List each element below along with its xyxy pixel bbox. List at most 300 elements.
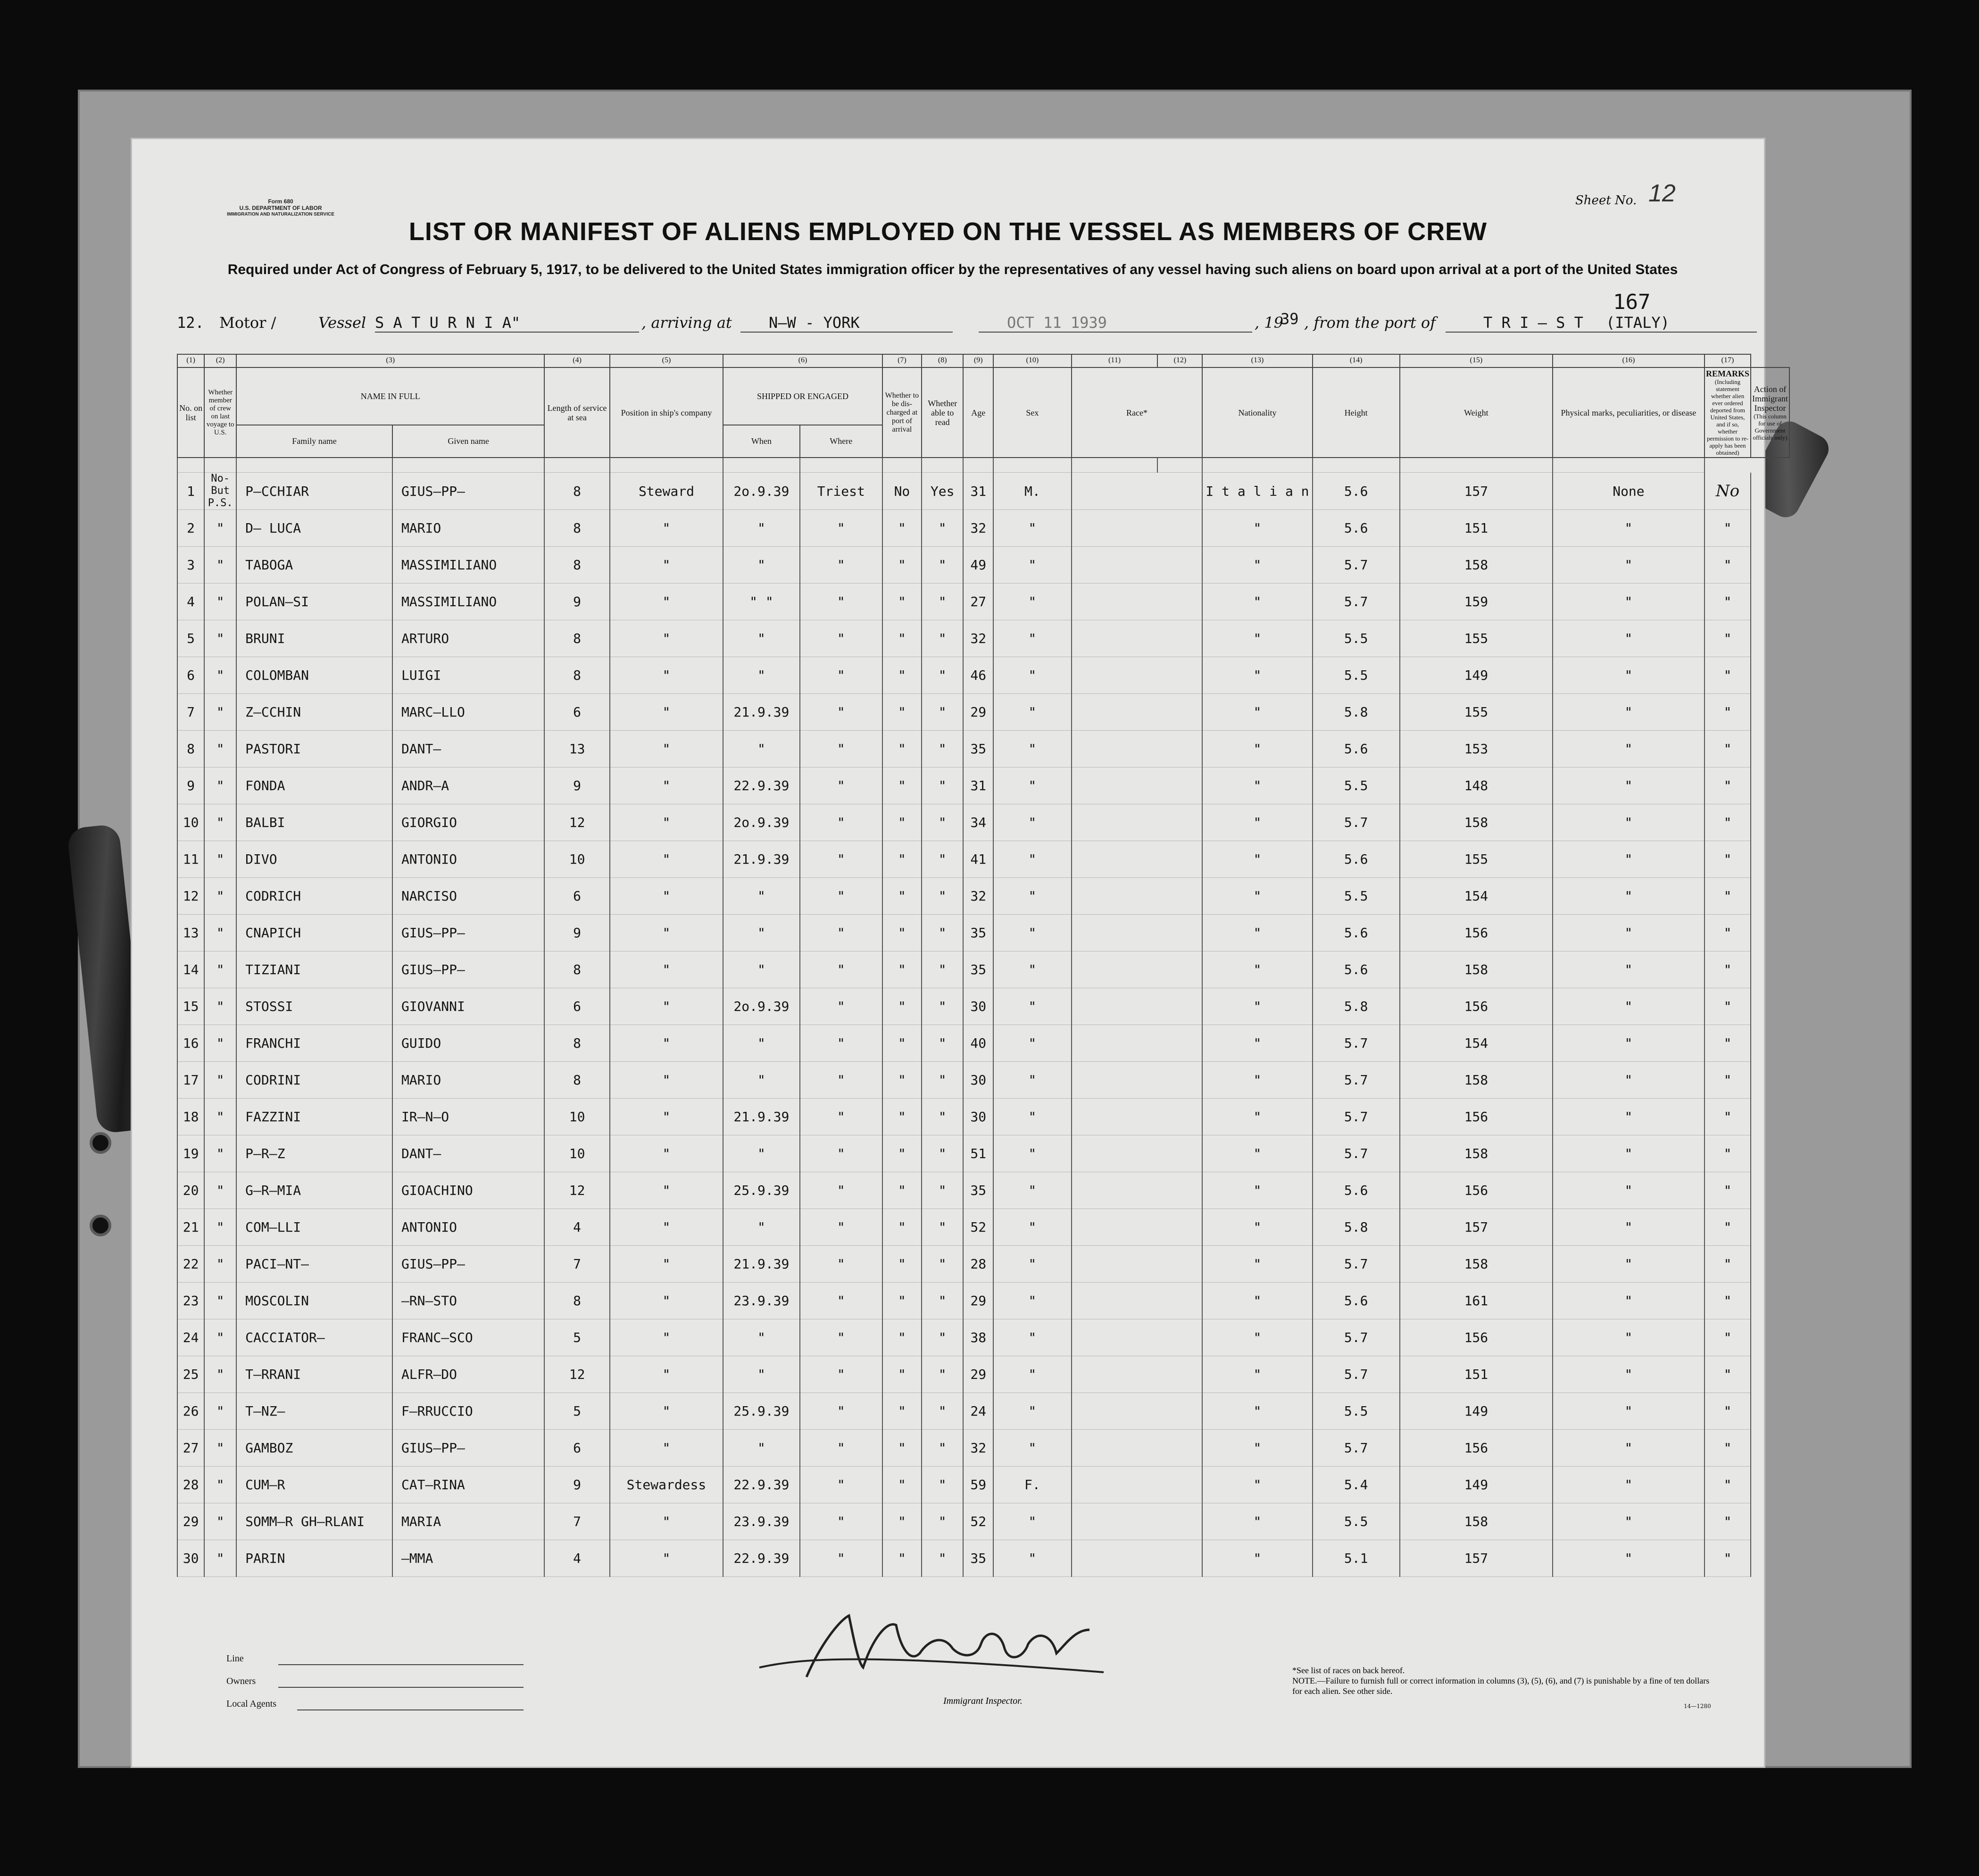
cell-member: " [204,1503,236,1540]
cell-discharged: " [882,657,922,694]
header-height: Height [1313,367,1400,458]
cell-age: 32 [963,620,993,657]
cell-when: " [723,657,800,694]
cell-age: 32 [963,510,993,547]
cell-discharged: " [882,694,922,731]
cell-physical: " [1553,767,1705,804]
cell-race [1072,878,1203,915]
cell-read: " [922,1540,963,1577]
cell-where: " [800,620,882,657]
cell-length: 9 [544,915,609,951]
cell-member: " [204,1209,236,1246]
cell-age: 35 [963,731,993,767]
cell-member: " [204,694,236,731]
cell-length: 9 [544,1467,609,1503]
table-cell [392,458,544,473]
table-cell [922,458,963,473]
cell-given: DANT— [392,731,544,767]
cell-no: 9 [177,767,204,804]
cell-age: 29 [963,1356,993,1393]
cell-sex: " [993,1246,1072,1283]
cell-family: FAZZINI [236,1099,392,1135]
cell-remarks: " [1705,915,1751,951]
cell-no: 13 [177,915,204,951]
cell-when: " [723,951,800,988]
cell-remarks: " [1705,1503,1751,1540]
cell-position: " [610,1503,723,1540]
cell-remarks: " [1705,1172,1751,1209]
cell-remarks: " [1705,1393,1751,1430]
cell-age: 30 [963,1062,993,1099]
cell-weight: 156 [1400,1099,1553,1135]
cell-discharged: " [882,1135,922,1172]
cell-physical: " [1553,510,1705,547]
cell-family: P—R—Z [236,1135,392,1172]
cell-no: 8 [177,731,204,767]
cell-read: " [922,657,963,694]
cell-discharged: " [882,1246,922,1283]
cell-no: 25 [177,1356,204,1393]
header-no-on-list: No. on list [177,367,204,458]
table-row [177,1503,1789,1540]
table-row [177,473,1789,510]
table-cell [723,458,800,473]
vessel-line [177,310,1743,337]
cell-length: 10 [544,1099,609,1135]
cell-height: 5.7 [1313,1319,1400,1356]
cell-nationality: " [1202,1540,1312,1577]
cell-position: " [610,657,723,694]
cell-read: " [922,1025,963,1062]
cell-length: 9 [544,584,609,620]
cell-remarks: " [1705,1025,1751,1062]
cell-weight: 155 [1400,841,1553,878]
cell-age: 30 [963,1099,993,1135]
cell-physical: " [1553,1356,1705,1393]
cell-where: " [800,1172,882,1209]
cell-height: 5.7 [1313,1025,1400,1062]
cell-age: 32 [963,878,993,915]
cell-weight: 156 [1400,915,1553,951]
cell-family: Z—CCHIN [236,694,392,731]
header-remarks-note: (Including statement whether alien ever ordered deported from United States, and if so, whether permission to re-apply has been obtained) [1706,378,1749,456]
cell-member: " [204,657,236,694]
cell-nationality: " [1202,1283,1312,1319]
cell-age: 52 [963,1209,993,1246]
table-row [177,1540,1789,1577]
cell-where: " [800,1062,882,1099]
cell-remarks: " [1705,731,1751,767]
cell-no: 6 [177,657,204,694]
cell-where: " [800,1393,882,1430]
cell-given: MARIA [392,1503,544,1540]
cell-race [1072,620,1203,657]
cell-nationality: " [1202,878,1312,915]
cell-given: MASSIMILIANO [392,547,544,584]
cell-race [1072,1503,1203,1540]
cell-weight: 153 [1400,731,1553,767]
cell-discharged: " [882,584,922,620]
cell-remarks: " [1705,1209,1751,1246]
cell-where: " [800,915,882,951]
table-row [177,804,1789,841]
cell-given: ARTURO [392,620,544,657]
cell-no: 14 [177,951,204,988]
cell-member: " [204,841,236,878]
table-row [177,878,1789,915]
cell-remarks: " [1705,657,1751,694]
cell-height: 5.7 [1313,1356,1400,1393]
cell-race [1072,1025,1203,1062]
header-name-in-full: NAME IN FULL [236,367,544,425]
page-title: LIST OR MANIFEST OF ALIENS EMPLOYED ON THE VESSEL AS MEMBERS OF CREW [408,217,1488,246]
cell-physical: " [1553,694,1705,731]
cell-weight: 155 [1400,620,1553,657]
cell-family: CODRICH [236,878,392,915]
cell-position: Steward [610,473,723,510]
cell-height: 5.7 [1313,1062,1400,1099]
cell-where: " [800,657,882,694]
cell-weight: 156 [1400,1319,1553,1356]
table-row [177,915,1789,951]
cell-when: " [723,1025,800,1062]
cell-nationality: " [1202,1430,1312,1467]
table-cell [1157,458,1202,473]
cell-nationality: " [1202,1356,1312,1393]
cell-race [1072,915,1203,951]
cell-age: 35 [963,1540,993,1577]
cell-race [1072,1135,1203,1172]
cell-member: " [204,1062,236,1099]
country: (ITALY) [1606,314,1670,332]
cell-discharged: " [882,1062,922,1099]
cell-sex: " [993,1393,1072,1430]
from-label: , from the port of [1304,314,1436,332]
cell-given: ANTONIO [392,841,544,878]
cell-no: 1 [177,473,204,510]
cell-weight: 155 [1400,694,1553,731]
col-num-5: (5) [610,354,723,367]
cell-position: " [610,804,723,841]
cell-read: " [922,694,963,731]
cell-where: " [800,951,882,988]
cell-position: " [610,878,723,915]
cell-length: 12 [544,804,609,841]
table-row [177,547,1789,584]
cell-when: 2o.9.39 [723,988,800,1025]
cell-family: PARIN [236,1540,392,1577]
cell-where: " [800,731,882,767]
cell-where: " [800,1503,882,1540]
cell-position: " [610,547,723,584]
cell-nationality: " [1202,915,1312,951]
cell-given: ALFR—DO [392,1356,544,1393]
cell-nationality: " [1202,1246,1312,1283]
cell-position: " [610,1025,723,1062]
cell-weight: 158 [1400,1246,1553,1283]
cell-race [1072,1319,1203,1356]
note-races: *See list of races on back hereof. [1292,1666,1405,1675]
cell-read: " [922,1430,963,1467]
header-read: Whether able to read [922,367,963,458]
cell-family: SOMM—R GH—RLANI [236,1503,392,1540]
cell-remarks: " [1705,584,1751,620]
footer-agents-label: Local Agents [226,1699,277,1709]
cell-nationality: " [1202,988,1312,1025]
cell-member: " [204,1099,236,1135]
cell-member: " [204,1540,236,1577]
cell-read: " [922,1356,963,1393]
cell-sex: " [993,1135,1072,1172]
cell-where: " [800,767,882,804]
cell-when: " [723,547,800,584]
cell-where: " [800,1467,882,1503]
cell-when: 2o.9.39 [723,473,800,510]
cell-weight: 156 [1400,988,1553,1025]
cell-position: " [610,1099,723,1135]
cell-member: " [204,1319,236,1356]
cell-where: " [800,1540,882,1577]
cell-race [1072,988,1203,1025]
cell-nationality: " [1202,1062,1312,1099]
cell-when: " [723,1356,800,1393]
header-discharged: Whether to be dis-charged at port of arrival [882,367,922,458]
cell-height: 5.7 [1313,804,1400,841]
table-row [177,767,1789,804]
cell-given: MARIO [392,1062,544,1099]
cell-height: 5.7 [1313,1135,1400,1172]
cell-family: POLAN—SI [236,584,392,620]
punch-hole [90,1215,111,1236]
cell-read: Yes [922,473,963,510]
sheet-ref: 12. [177,314,204,332]
cell-nationality: " [1202,657,1312,694]
col-num-11: (11) [1072,354,1158,367]
cell-member: " [204,1430,236,1467]
cell-age: 35 [963,1172,993,1209]
cell-age: 38 [963,1319,993,1356]
cell-nationality: " [1202,1099,1312,1135]
cell-length: 8 [544,473,609,510]
cell-no: 19 [177,1135,204,1172]
cell-discharged: " [882,1099,922,1135]
cell-discharged: " [882,1172,922,1209]
cell-physical: " [1553,1246,1705,1283]
cell-member: " [204,1246,236,1283]
table-row [177,510,1789,547]
cell-age: 35 [963,951,993,988]
cell-position: " [610,1356,723,1393]
cell-age: 29 [963,694,993,731]
cell-read: " [922,1246,963,1283]
cell-age: 51 [963,1135,993,1172]
cell-nationality: " [1202,1319,1312,1356]
cell-no: 10 [177,804,204,841]
header-nationality: Nationality [1202,367,1312,458]
cell-position: Stewardess [610,1467,723,1503]
cell-remarks: " [1705,1283,1751,1319]
cell-family: CODRINI [236,1062,392,1099]
cell-given: GIUS—PP— [392,951,544,988]
cell-read: " [922,1283,963,1319]
cell-remarks: " [1705,1062,1751,1099]
page-subtitle: Required under Act of Congress of February 5, 1917, to be delivered to the United States immigration officer by the representatives of any vessel having such aliens on board upon arrival at a port of the United States [227,262,1678,277]
cell-remarks: " [1705,1246,1751,1283]
cell-nationality: " [1202,1172,1312,1209]
cell-remarks: " [1705,1430,1751,1467]
cell-given: GIOACHINO [392,1172,544,1209]
cell-remarks: " [1705,510,1751,547]
cell-given: MASSIMILIANO [392,584,544,620]
cell-height: 5.6 [1313,915,1400,951]
cell-remarks: " [1705,841,1751,878]
cell-discharged: " [882,731,922,767]
cell-where: " [800,1135,882,1172]
cell-position: " [610,584,723,620]
cell-discharged: " [882,988,922,1025]
col-num-10: (10) [993,354,1072,367]
cell-sex: " [993,841,1072,878]
header-length-service: Length of service at sea [544,367,609,458]
cell-race [1072,1540,1203,1577]
col-num-12: (12) [1157,354,1202,367]
cell-weight: 161 [1400,1283,1553,1319]
form-code: 14—1280 [1684,1703,1711,1709]
cell-discharged: " [882,1393,922,1430]
table-row [177,1467,1789,1503]
header-where: Where [800,425,882,458]
cell-physical: " [1553,1025,1705,1062]
cell-no: 30 [177,1540,204,1577]
cell-height: 5.7 [1313,1430,1400,1467]
cell-weight: 158 [1400,804,1553,841]
table-row [177,620,1789,657]
cell-length: 9 [544,767,609,804]
table-row [177,1393,1789,1430]
cell-where: " [800,510,882,547]
cell-when: 2o.9.39 [723,804,800,841]
table-row [177,1319,1789,1356]
cell-no: 7 [177,694,204,731]
cell-length: 5 [544,1319,609,1356]
cell-no: 27 [177,1430,204,1467]
cell-position: " [610,1393,723,1430]
cell-race [1072,731,1203,767]
cell-where: " [800,988,882,1025]
cell-physical: " [1553,1467,1705,1503]
header-family-name: Family name [236,425,392,458]
cell-physical: " [1553,1319,1705,1356]
cell-sex: " [993,951,1072,988]
cell-when: 22.9.39 [723,1540,800,1577]
cell-sex: " [993,547,1072,584]
cell-weight: 156 [1400,1430,1553,1467]
sheet-label: Sheet No. [1575,193,1637,208]
cell-sex: " [993,1319,1072,1356]
cell-physical: " [1553,584,1705,620]
table-row [177,1062,1789,1099]
cell-race [1072,951,1203,988]
cell-physical: " [1553,1062,1705,1099]
cell-no: 28 [177,1467,204,1503]
cell-physical: " [1553,841,1705,878]
cell-remarks: " [1705,988,1751,1025]
cell-position: " [610,1430,723,1467]
table-row [177,1283,1789,1319]
cell-no: 17 [177,1062,204,1099]
cell-height: 5.6 [1313,473,1400,510]
cell-race [1072,1062,1203,1099]
cell-physical: " [1553,1209,1705,1246]
sheet-number: 12 [1648,180,1676,207]
cell-age: 31 [963,473,993,510]
cell-family: P—CCHIAR [236,473,392,510]
cell-sex: " [993,694,1072,731]
table-row [177,1246,1789,1283]
cell-position: " [610,915,723,951]
cell-weight: 154 [1400,1025,1553,1062]
cell-height: 5.6 [1313,1172,1400,1209]
cell-no: 5 [177,620,204,657]
manifest-sheet [132,139,1788,1767]
cell-when: 21.9.39 [723,694,800,731]
table-row [177,731,1789,767]
cell-read: " [922,1062,963,1099]
cell-height: 5.5 [1313,1393,1400,1430]
cell-race [1072,1467,1203,1503]
cell-length: 12 [544,1172,609,1209]
motor-label: Motor / [219,314,276,332]
cell-discharged: " [882,1430,922,1467]
cell-given: NARCISO [392,878,544,915]
cell-no: 12 [177,878,204,915]
cell-read: " [922,1209,963,1246]
cell-discharged: " [882,878,922,915]
cell-physical: None [1553,473,1705,510]
cell-age: 28 [963,1246,993,1283]
cell-family: CNAPICH [236,915,392,951]
cell-family: BRUNI [236,620,392,657]
cell-read: " [922,804,963,841]
cell-nationality: " [1202,1135,1312,1172]
cell-sex: " [993,620,1072,657]
cell-family: PACI—NT— [236,1246,392,1283]
header-action [1751,367,1789,458]
cell-when: 25.9.39 [723,1393,800,1430]
cell-when: 22.9.39 [723,1467,800,1503]
col-num-7: (7) [882,354,922,367]
cell-member: " [204,1393,236,1430]
cell-remarks: " [1705,620,1751,657]
cell-height: 5.6 [1313,1283,1400,1319]
cell-race [1072,1430,1203,1467]
cell-no: 21 [177,1209,204,1246]
cell-read: " [922,915,963,951]
cell-position: " [610,731,723,767]
cell-race [1072,510,1203,547]
cell-no: 16 [177,1025,204,1062]
cell-given: CAT—RINA [392,1467,544,1503]
cell-position: " [610,1319,723,1356]
cell-member: " [204,1172,236,1209]
cell-age: 40 [963,1025,993,1062]
footer-line-label: Line [226,1653,244,1664]
cell-length: 5 [544,1393,609,1430]
cell-race [1072,841,1203,878]
cell-family: TIZIANI [236,951,392,988]
cell-read: " [922,1172,963,1209]
table-cell [882,458,922,473]
